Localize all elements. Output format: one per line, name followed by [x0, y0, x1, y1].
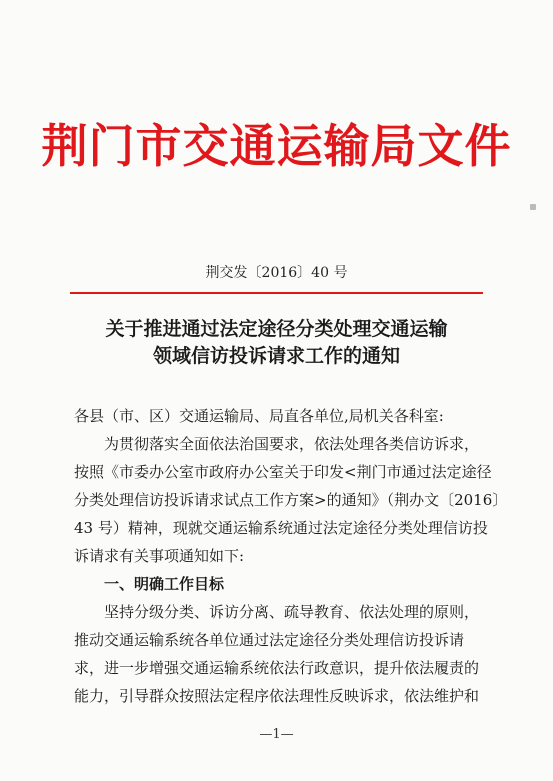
body-paragraph-line: 按照《市委办公室市政府办公室关于印发<荆门市通过法定途径: [74, 463, 492, 481]
subject-title-line-1: 关于推进通过法定途径分类处理交通运输: [105, 318, 448, 340]
document-number: 荆交发〔2016〕40 号: [205, 265, 348, 281]
body-paragraph-line: 能力，引导群众按照法定程序依法理性反映诉求，依法维护和: [74, 687, 480, 705]
body-paragraph-line: 43 号）精神，现就交通运输系统通过法定途径分类处理信访投: [74, 519, 488, 537]
issuer-header-title: 荆门市交通运输局文件: [41, 119, 512, 173]
subject-title-line-2: 领域信访投诉请求工作的通知: [152, 345, 400, 367]
body-paragraph-line: 推动交通运输系统各单位通过法定途径分类处理信访投诉请: [74, 631, 465, 649]
red-separator-line: [70, 292, 483, 294]
body-paragraph-line: 求，进一步增强交通运输系统依法行政意识，提升依法履责的: [74, 659, 480, 677]
body-paragraph-line: 诉请求有关事项通知如下:: [74, 547, 245, 565]
salutation: 各县（市、区）交通运输局、局直各单位,局机关各科室:: [74, 407, 444, 425]
body-paragraph-line: 分类处理信访投诉请求试点工作方案>的通知》（荆办文〔2016〕: [74, 491, 508, 509]
binding-mark: [530, 204, 536, 210]
page-number: —1—: [259, 727, 294, 742]
body-paragraph-line: 坚持分级分类、诉访分离、疏导教育、依法处理的原则，: [104, 603, 480, 621]
body-paragraph-line: 为贯彻落实全面依法治国要求，依法处理各类信访诉求，: [104, 435, 480, 453]
section-heading: 一、明确工作目标: [104, 575, 225, 593]
